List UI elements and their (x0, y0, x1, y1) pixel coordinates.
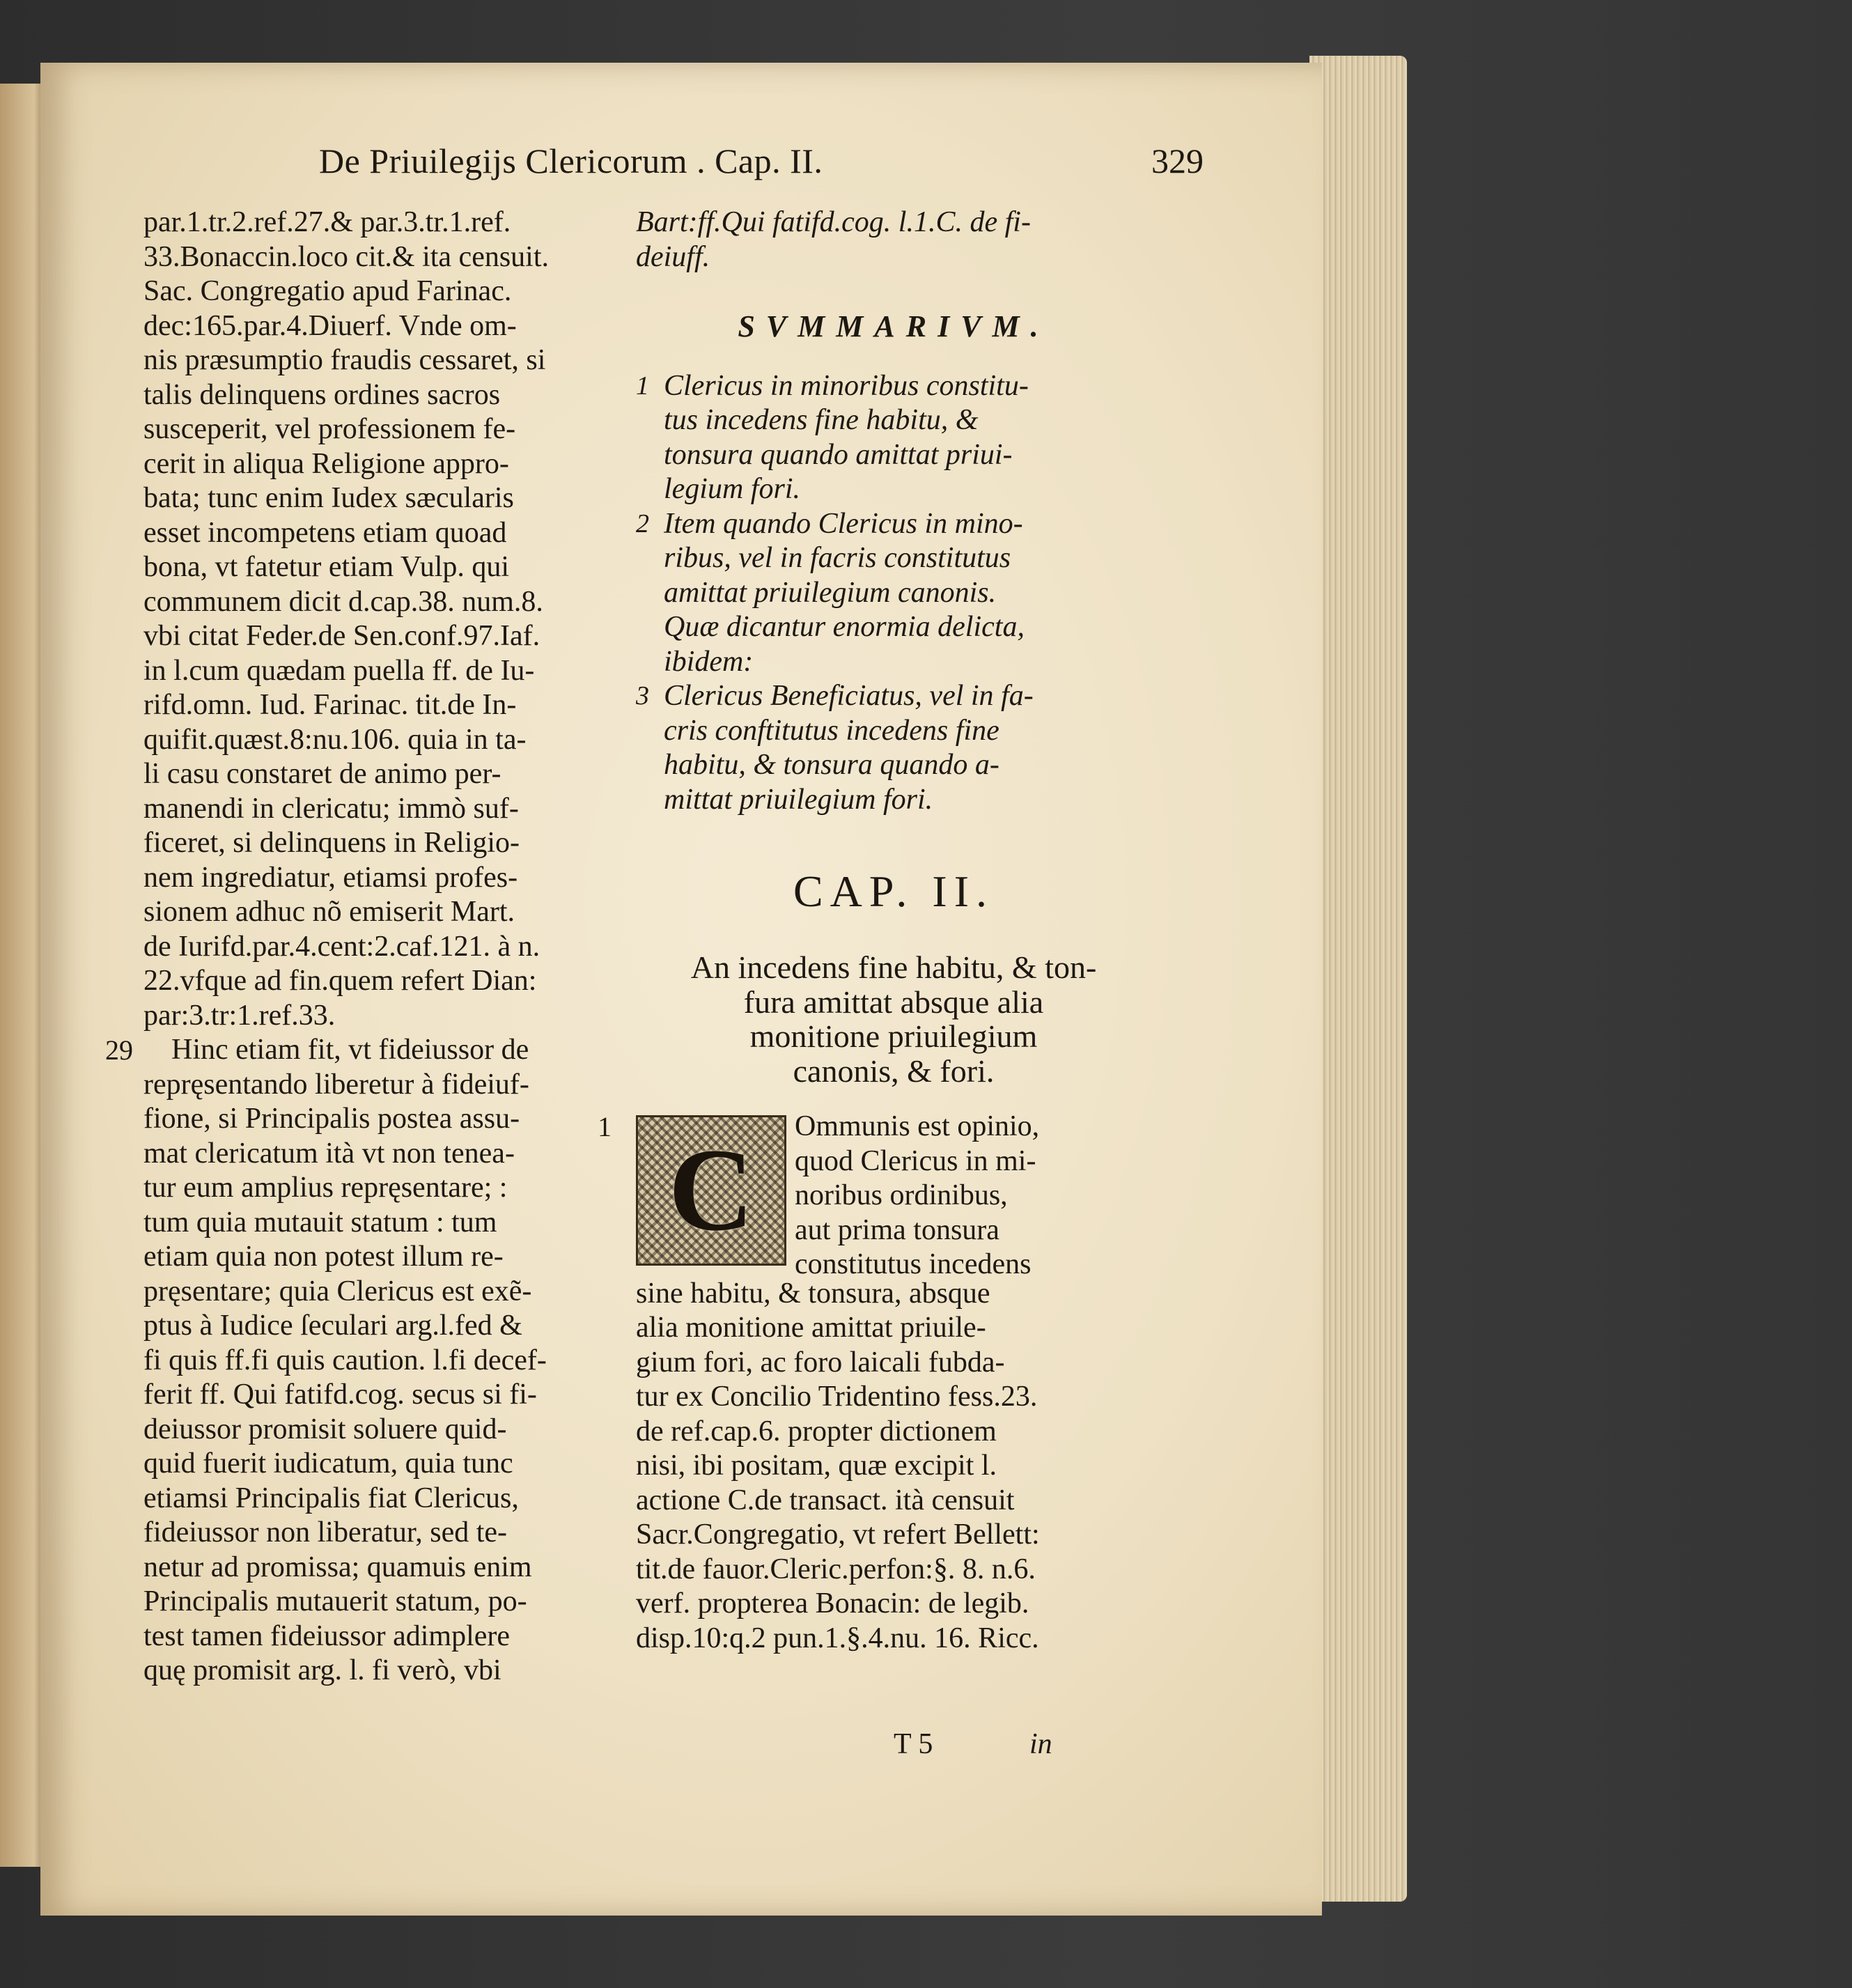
dropcap-letter: C (668, 1124, 754, 1256)
text-line: talis delinquens ordines sacros (143, 378, 501, 411)
text-line: ferit ff. Qui fatifd.cog. secus si fi- (143, 1379, 537, 1411)
summary-line: cris conftitutus incedens fine (664, 714, 999, 747)
summary-line: ribus, vel in facris constitutus (664, 542, 1011, 574)
margin-number: 29 (105, 1034, 133, 1066)
heading-line: monitione priuilegium (749, 1018, 1038, 1054)
text-line: bona, vt fatetur etiam Vulp. qui (143, 551, 510, 583)
text-line: ptus à Iudice ſeculari arg.l.fed & (143, 1310, 522, 1342)
body-line: alia monitione amittat priuile- (636, 1312, 986, 1344)
summary-number: 1 (636, 371, 649, 401)
text-line: Sac. Congregatio apud Farinac. (143, 275, 512, 307)
text-line: fi quis ff.fi quis caution. l.fi decef- (143, 1344, 547, 1376)
body-line: verf. propterea Bonacin: de legib. (636, 1587, 1029, 1620)
body-line: disp.10:q.2 pun.1.§.4.nu. 16. Ricc. (636, 1622, 1039, 1654)
body-line: Ommunis est opinio, (795, 1110, 1040, 1142)
text-line: fideiussor non liberatur, sed te- (143, 1516, 508, 1548)
body-line: sine habitu, & tonsura, absque (636, 1277, 990, 1310)
text-line: par:3.tr:1.ref.33. (143, 999, 336, 1032)
text-line: susceperit, vel professionem fe- (143, 413, 516, 445)
text-line: Principalis mutauerit statum, po- (143, 1585, 527, 1617)
page-header (277, 141, 1217, 189)
left-column (105, 205, 631, 1688)
summary-number: 2 (636, 508, 649, 538)
intro-line: deiuff. (636, 240, 710, 273)
text-line: deiussor promisit soluere quid- (143, 1413, 507, 1445)
signature-mark: T 5 (894, 1728, 933, 1760)
summary-item (636, 679, 1151, 817)
text-line: netur ad promissa; quamuis enim (143, 1551, 532, 1583)
text-line: nem ingrediatur, etiamsi profes- (143, 861, 518, 894)
body-line: de ref.cap.6. propter dictionem (636, 1415, 997, 1447)
summary-list (636, 369, 1151, 818)
summary-number: 3 (636, 681, 649, 710)
body-line: quod Clericus in mi- (795, 1144, 1036, 1177)
text-line: fione, si Principalis postea assu- (143, 1103, 520, 1135)
text-line: de Iurifd.par.4.cent:2.caf.121. à n. (143, 930, 540, 963)
catchword: in (1029, 1728, 1052, 1760)
body-line: Sacr.Congregatio, vt refert Bellett: (636, 1519, 1040, 1551)
text-line: sionem adhuc nõ emiserit Mart. (143, 896, 515, 928)
text-line: pręsentare; quia Clericus est exẽ- (143, 1275, 532, 1307)
heading-line: canonis, & fori. (793, 1053, 995, 1089)
heading-line: fura amittat absque alia (743, 984, 1044, 1020)
text-line: communem dicit d.cap.38. num.8. (143, 585, 543, 618)
text-line: cerit in aliqua Religione appro- (143, 447, 509, 480)
text-line: tum quia mutauit statum : tum (143, 1206, 497, 1238)
body-line: tur ex Concilio Tridentino fess.23. (636, 1381, 1038, 1413)
paragraph-number: 1 (598, 1111, 612, 1142)
text-line: quifit.quæst.8:nu.106. quia in ta- (143, 723, 527, 756)
text-line: quę promisit arg. l. fi verò, vbi (143, 1654, 501, 1686)
summary-line: tus incedens fine habitu, & (664, 404, 979, 436)
body-line: noribus ordinibus, (795, 1179, 1008, 1211)
body-line: aut prima tonsura (795, 1213, 999, 1246)
body-line: actione C.de transact. ità censuit (636, 1484, 1015, 1516)
text-line: etiamsi Principalis fiat Clericus, (143, 1482, 519, 1514)
text-line: in l.cum quædam puella ff. de Iu- (143, 654, 535, 687)
text-line: ficeret, si delinquens in Religio- (143, 827, 520, 859)
chapter-title: CAP. II. (793, 867, 995, 916)
text-line: repręsentando liberetur à fideiuf- (143, 1068, 529, 1101)
body-line: gium fori, ac foro laicali fubda- (636, 1346, 1005, 1379)
running-title: De Priuilegijs Clericorum . Cap. II. (319, 141, 823, 180)
text-line: li casu constaret de animo per- (143, 758, 501, 790)
summary-line: habitu, & tonsura quando a- (664, 749, 999, 781)
text-line: vbi citat Feder.de Sen.conf.97.Iaf. (143, 620, 540, 652)
text-line: nis præsumptio fraudis cessaret, si (143, 344, 546, 376)
text-line: manendi in clericatu; immò suf- (143, 792, 519, 825)
text-line: rifd.omn. Iud. Farinac. tit.de In- (143, 689, 517, 721)
text-line: 33.Bonaccin.loco cit.& ita censuit. (143, 240, 550, 273)
summary-line: Quæ dicantur enormia delicta, (664, 611, 1025, 643)
summary-line: Item quando Clericus in mino- (664, 507, 1023, 540)
right-column (598, 205, 1151, 1656)
summary-line: amittat priuilegium canonis. (664, 576, 997, 609)
book-page (40, 63, 1322, 1916)
summary-line: legium fori. (664, 473, 800, 505)
text-line: par.1.tr.2.ref.27.& par.3.tr.1.ref. (143, 206, 511, 238)
summary-line: ibidem: (664, 645, 754, 678)
body-line: tit.de fauor.Cleric.perfon:§. 8. n.6. (636, 1553, 1036, 1585)
body-text (636, 1277, 1151, 1656)
body-line: constitutus incedens (795, 1248, 1032, 1280)
intro-citation (636, 205, 1151, 274)
page-stack-fore-edge (1309, 56, 1407, 1902)
text-line: 22.vfque ad fin.quem refert Dian: (143, 965, 537, 997)
text-line: tur eum amplius repręsentare; : (143, 1172, 508, 1204)
text-line: test tamen fideiussor adimplere (143, 1620, 511, 1652)
text-line-with-number (105, 1033, 631, 1068)
summary-line: Clericus in minoribus constitu- (664, 369, 1029, 402)
heading-line: An incedens fine habitu, & ton- (690, 949, 1097, 985)
text-line: esset incompetens etiam quoad (143, 516, 507, 549)
text-line: etiam quia non potest illum re- (143, 1241, 504, 1273)
chapter-heading (636, 949, 1151, 1087)
intro-line: Bart:ff.Qui fatifd.cog. l.1.C. de fi- (636, 206, 1031, 238)
summary-line: tonsura quando amittat priui- (664, 438, 1013, 471)
text-line: dec:165.par.4.Diuerf. Vnde om- (143, 309, 517, 342)
page-number: 329 (1151, 141, 1204, 180)
summary-line: Clericus Beneficiatus, vel in fa- (664, 680, 1034, 712)
summary-item (636, 369, 1151, 507)
summarium-title: SVMMARIVM. (738, 309, 1050, 343)
text-line: mat clericatum ità vt non tenea- (143, 1137, 515, 1170)
text-line: bata; tunc enim Iudex sæcularis (143, 482, 514, 514)
ornamental-dropcap (636, 1115, 786, 1266)
summary-line: mittat priuilegium fori. (664, 783, 933, 816)
chapter-body (598, 1110, 1151, 1656)
text-line: quid fuerit iudicatum, quia tunc (143, 1447, 513, 1480)
summary-item (636, 507, 1151, 680)
text-line: Hinc etiam fit, vt fideiussor de (171, 1034, 529, 1066)
body-line: nisi, ibi positam, quæ excipit l. (636, 1450, 997, 1482)
